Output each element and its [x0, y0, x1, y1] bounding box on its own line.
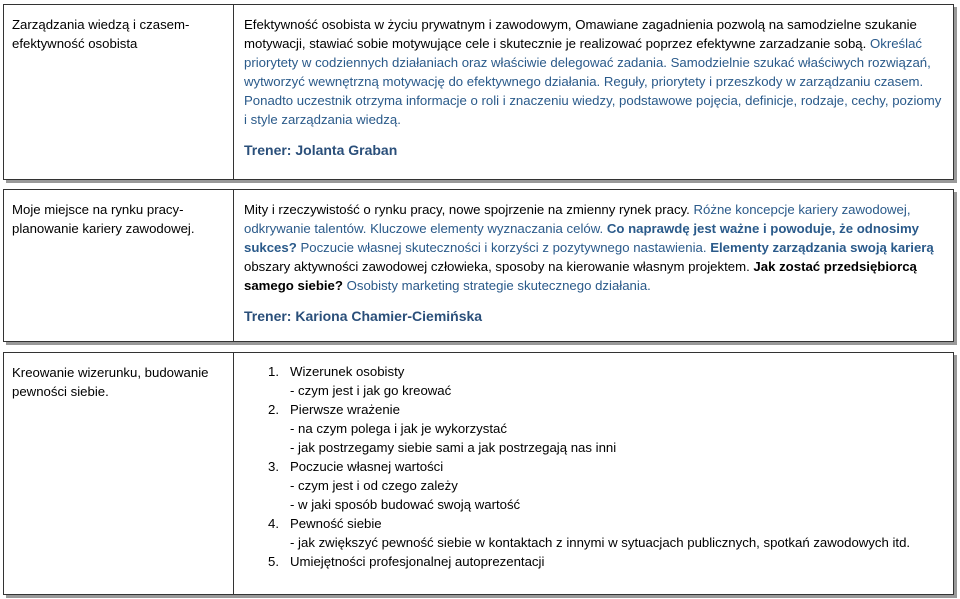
description-cell	[234, 5, 953, 179]
table-row	[3, 189, 954, 342]
list-number: 5.	[268, 554, 279, 569]
description-text: Efektywność osobista w życiu prywatnym i zawodowym, Omawiane zagadnienia pozwolą na samodzielne szukanie motywacji, stawiać sobie motywujące cele i skutecznie je realizować poprzez efektywne zarzadzanie sobą. Określać priorytety w codziennych działaniach oraz właściwie delegować zadania. Samodzielnie szukać właściwych rozwiązań, wytworzyć wewnętrzną motywację do efektywnego działania. Reguły, priorytety i przeszkody w zarządzaniu czasem. Ponadto uczestnik otrzyma informacje o roli i znaczeniu wiedzy, podstawowe pojęcia, definicje, rodzaje, cechy, poziomy i style zarządzania wiedzą.	[244, 17, 942, 127]
topics-list	[244, 362, 943, 571]
description-text: Mity i rzeczywistość o rynku pracy, nowe spojrzenie na zmienny rynek pracy. Różne koncepcje kariery zawodowej, odkrywanie talentów. Kluczowe elementy wyznaczania celów. Co naprawdę jest ważne i powoduje, że odnosimy sukces? Poczucie własnej skuteczności i korzyści z pozytywnego nastawienia. Elementy zarządzania swoją karierą obszary aktywności zawodowej człowieka, sposoby na kierowanie własnym projektem. Jak zostać przedsiębiorcą samego siebie? Osobisty marketing strategie skutecznego działania.	[244, 202, 934, 293]
trainer-label: Trener: Kariona Chamier-Ciemińska	[244, 308, 483, 324]
list-item	[244, 552, 943, 571]
list-subitem: - czym jest i jak go kreować	[290, 383, 452, 398]
description-cell	[234, 353, 953, 594]
table-row	[3, 4, 954, 180]
list-item-label: Pewność siebie	[290, 516, 382, 531]
list-number: 4.	[268, 516, 279, 531]
trainer-label: Trener: Jolanta Graban	[244, 142, 398, 158]
topic-title: Moje miejsce na rynku pracy- planowanie kariery zawodowej.	[12, 202, 195, 236]
list-item	[244, 457, 943, 476]
list-item-label: Pierwsze wrażenie	[290, 402, 400, 417]
description-cell	[234, 190, 953, 341]
list-subitem: - czym jest i od czego zależy	[290, 478, 458, 493]
list-subitem: - jak postrzegamy siebie sami a jak postrzegają nas inni	[290, 440, 617, 455]
list-subitem: - na czym polega i jak je wykorzystać	[290, 421, 507, 436]
list-subitem: - w jaki sposób budować swoją wartość	[290, 497, 521, 512]
list-number: 2.	[268, 402, 279, 417]
list-item-label: Wizerunek osobisty	[290, 364, 405, 379]
topic-title: Zarządzania wiedzą i czasem- efektywność osobista	[12, 17, 190, 51]
list-subitem: - jak zwiększyć pewność siebie w kontaktach z innymi w sytuacjach publicznych, spotkań zawodowych itd.	[290, 535, 911, 550]
list-item-label: Poczucie własnej wartości	[290, 459, 444, 474]
table-row	[3, 352, 954, 595]
topic-cell	[4, 5, 234, 179]
list-number: 3.	[268, 459, 279, 474]
topic-cell	[4, 353, 234, 594]
list-number: 1.	[268, 364, 279, 379]
topic-cell	[4, 190, 234, 341]
list-item-label: Umiejętności profesjonalnej autoprezentacji	[290, 554, 545, 569]
list-item	[244, 514, 943, 533]
list-item	[244, 400, 943, 419]
list-item	[244, 362, 943, 381]
topic-title: Kreowanie wizerunku, budowanie pewności siebie.	[12, 365, 209, 399]
